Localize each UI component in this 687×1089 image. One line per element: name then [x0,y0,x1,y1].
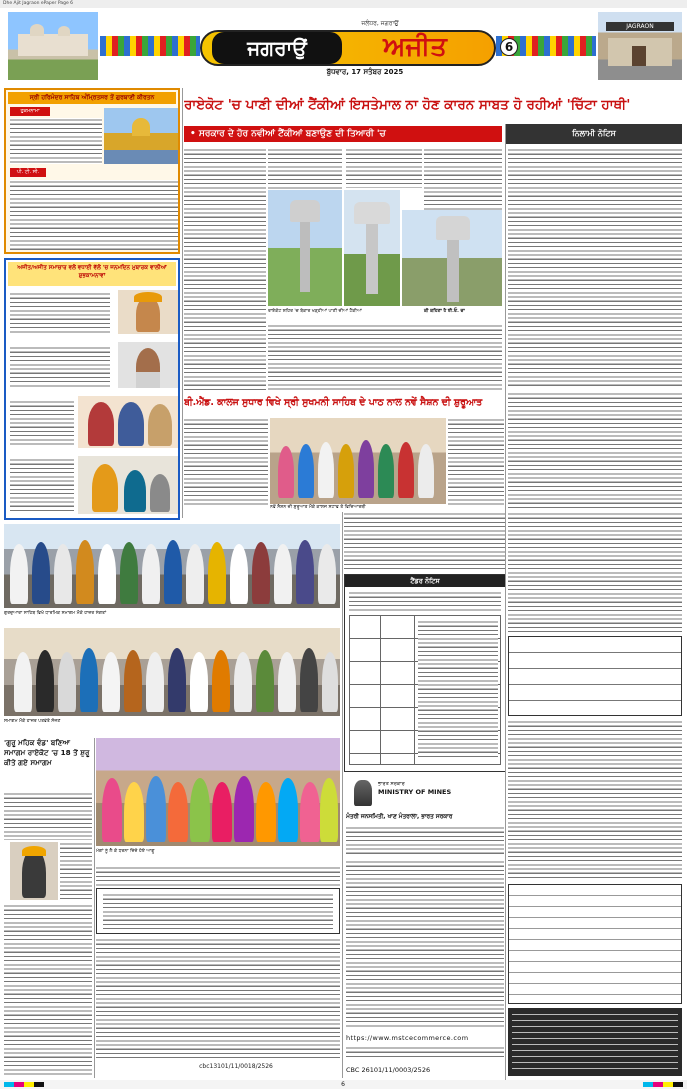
water-tank-photo-middle [344,190,400,306]
right-column-box [506,124,682,144]
mines-gov: ਭਾਰਤ ਸਰਕਾਰ [378,781,405,787]
left-story-headline: 'ਗੁਰੂ ਮਹਿਕ ਵੰਡ' ਬਣਿਆ ਸਮਾਗਮ ਰਾਏਕੋਟ 'ਚ 18 ਤੋਂ ਸ਼ੁਰੂ ਕੀਤੇ ਗਏ ਸਮਾਗਮ [4,738,90,767]
caption-group1: ਗੁਰਦੁਆਰਾ ਸਾਹਿਬ ਵਿਖੇ ਧਾਰਮਿਕ ਸਮਾਗਮ ਮੌਕੇ ਹਾਜ਼ਰ ਸੰਗਤਾਂ [4,611,107,616]
right-col-text [508,148,682,388]
ad-box-left [96,888,340,934]
group-photo-1 [4,524,340,608]
masthead-right-photo [598,12,682,80]
tender-notice-title: ਟੈਂਡਰ ਨੋਟਿਸ [345,575,505,587]
mines-label: MINISTRY OF MINES [378,788,452,796]
caption-tanks: ਰਾਏਕੋਟ ਸ਼ਹਿਰ 'ਚ ਬੇਕਾਰ ਖੜ੍ਹੀਆਂ ਪਾਣੀ ਦੀਆਂ ਟੈਂਕੀਆਂ [268,309,362,314]
left-box-gurbani [4,88,180,254]
masthead-city: ਜਗਰਾਉਂ [212,32,342,64]
mines-url[interactable]: https://www.mstcecommerce.com [346,1034,469,1042]
masthead-place: ਜਲੰਧਰ, ਜਗਰਾਉਂ [361,20,399,27]
bed-college-photo [270,418,446,504]
right-column-title: ਨਿਲਾਮੀ ਨੋਟਿਸ [572,129,616,138]
caption-group2: ਸਮਾਗਮ ਮੌਕੇ ਹਾਜ਼ਰ ਪਤਵੰਤੇ ਸੱਜਣ [4,719,61,724]
footer-bar [0,1080,687,1089]
mines-title: ਮੰਤਰੀ ਜਨਸਮਿਤੀ, ਖਾਣ ਮੰਤਰਾਲਾ, ਭਾਰਤ ਸਰਕਾਰ [346,814,453,820]
mines-emblem [354,780,372,806]
footer-page-number: 6 [341,1081,345,1088]
sub-headline: • ਸਰਕਾਰ ਦੇ ਹੋਰ ਨਵੀਆਂ ਟੈਂਕੀਆਂ ਬਣਾਉਣ ਦੀ ਤਿਆਰੀ 'ਚ [184,126,502,142]
right-bottom-box [508,1008,682,1076]
caption-bed: ਨਵੇਂ ਸੈਸ਼ਨ ਦੀ ਸ਼ੁਰੂਆਤ ਮੌਕੇ ਕਾਲਜ ਸਟਾਫ ਤੇ ਵਿਦਿਆਰਥੀ [270,505,366,510]
bed-headline: ਬੀ.ਐੱਡ. ਕਾਲਜ ਸੁਧਾਰ ਵਿਖੇ ਸ੍ਰੀ ਸੁਖਮਨੀ ਸਾਹਿਬ ਦੇ ਪਾਠ ਨਾਲ ਨਵੇਂ ਸੈਸ਼ਨ ਦੀ ਸ਼ੁਰੂਆਤ [184,397,483,408]
water-tank-photo-right [402,210,502,306]
group-photo-2 [4,628,340,716]
left-box-birthday [4,258,180,520]
birthday-photo-2 [118,342,178,388]
page-number: 6 [500,38,518,56]
color-register-right [643,1082,683,1087]
speaker-photo [10,842,58,900]
left-box-birthday-title: ਅਜੀਤ/ਅਜੀਤ ਸਮਾਚਾਰ ਵਲੋਂ ਵਧਾਈ ਵੱਲੋਂ 'ਚ ਜਨਮਦਿਨ ਮੁਬਾਰਕ ਵਾਲੀਆਂ ਸ਼ੁਭਕਾਮਨਾਵਾਂ [8,262,176,286]
water-tank-photo-left [268,190,342,306]
right-notice-table [508,636,682,716]
hukamnama-tag: ਹੁਕਮਨਾਮਾ [10,107,50,116]
top-strip: Dhe Ajit Jagraon ePaper Page 6 [0,0,687,8]
caption-protest: ਮੰਗਾਂ ਨੂੰ ਲੈ ਕੇ ਧਰਨਾ ਦਿੰਦੇ ਹੋਏ ਆਗੂ [96,849,155,854]
left-box-gurbani-title: ਸ੍ਰੀ ਹਰਿਮੰਦਰ ਸਾਹਿਬ ਅੰਮ੍ਰਿਤਸਰ ਤੋਂ ਗੁਰਬਾਣੀ ਕੀਰਤਨ [8,92,176,104]
mines-code: CBC 26101/11/0003/2526 [346,1066,431,1074]
cbc-left: cbc13101/11/0018/2526 [199,1063,273,1070]
golden-temple-photo [104,108,178,164]
ptc-tag: ਪੀ. ਟੀ. ਸੀ. [10,168,46,177]
protest-photo [96,738,340,846]
masthead-date: ਬੁੱਧਵਾਰ, 17 ਸਤੰਬਰ 2025 [326,68,404,76]
color-register-left [4,1082,44,1087]
story-text-col1 [184,148,266,390]
masthead-sign: JAGRAON [606,22,674,31]
birthday-photo-1 [118,290,178,334]
birthday-photo-4 [78,456,178,514]
mines-ad [344,776,506,1078]
masthead [0,8,687,84]
right-form-box [508,884,682,1004]
main-headline: ਰਾਏਕੋਟ 'ਚ ਪਾਣੀ ਦੀਆਂ ਟੈਂਕੀਆਂ ਇਸਤੇਮਾਲ ਨਾ ਹੋਣ ਕਾਰਨ ਸਾਬਤ ਹੋ ਰਹੀਆਂ 'ਚਿੱਟਾ ਹਾਥੀ' [184,97,631,113]
masthead-left-photo [8,12,98,80]
caption-tank-right: ਕੀ ਕਹਿਣਾ ਹੈ ਈ.ਓ. ਦਾ [424,309,465,314]
birthday-photo-3 [78,396,178,448]
masthead-paper: ਅਜੀਤ [383,32,447,62]
tender-notice [344,574,506,772]
